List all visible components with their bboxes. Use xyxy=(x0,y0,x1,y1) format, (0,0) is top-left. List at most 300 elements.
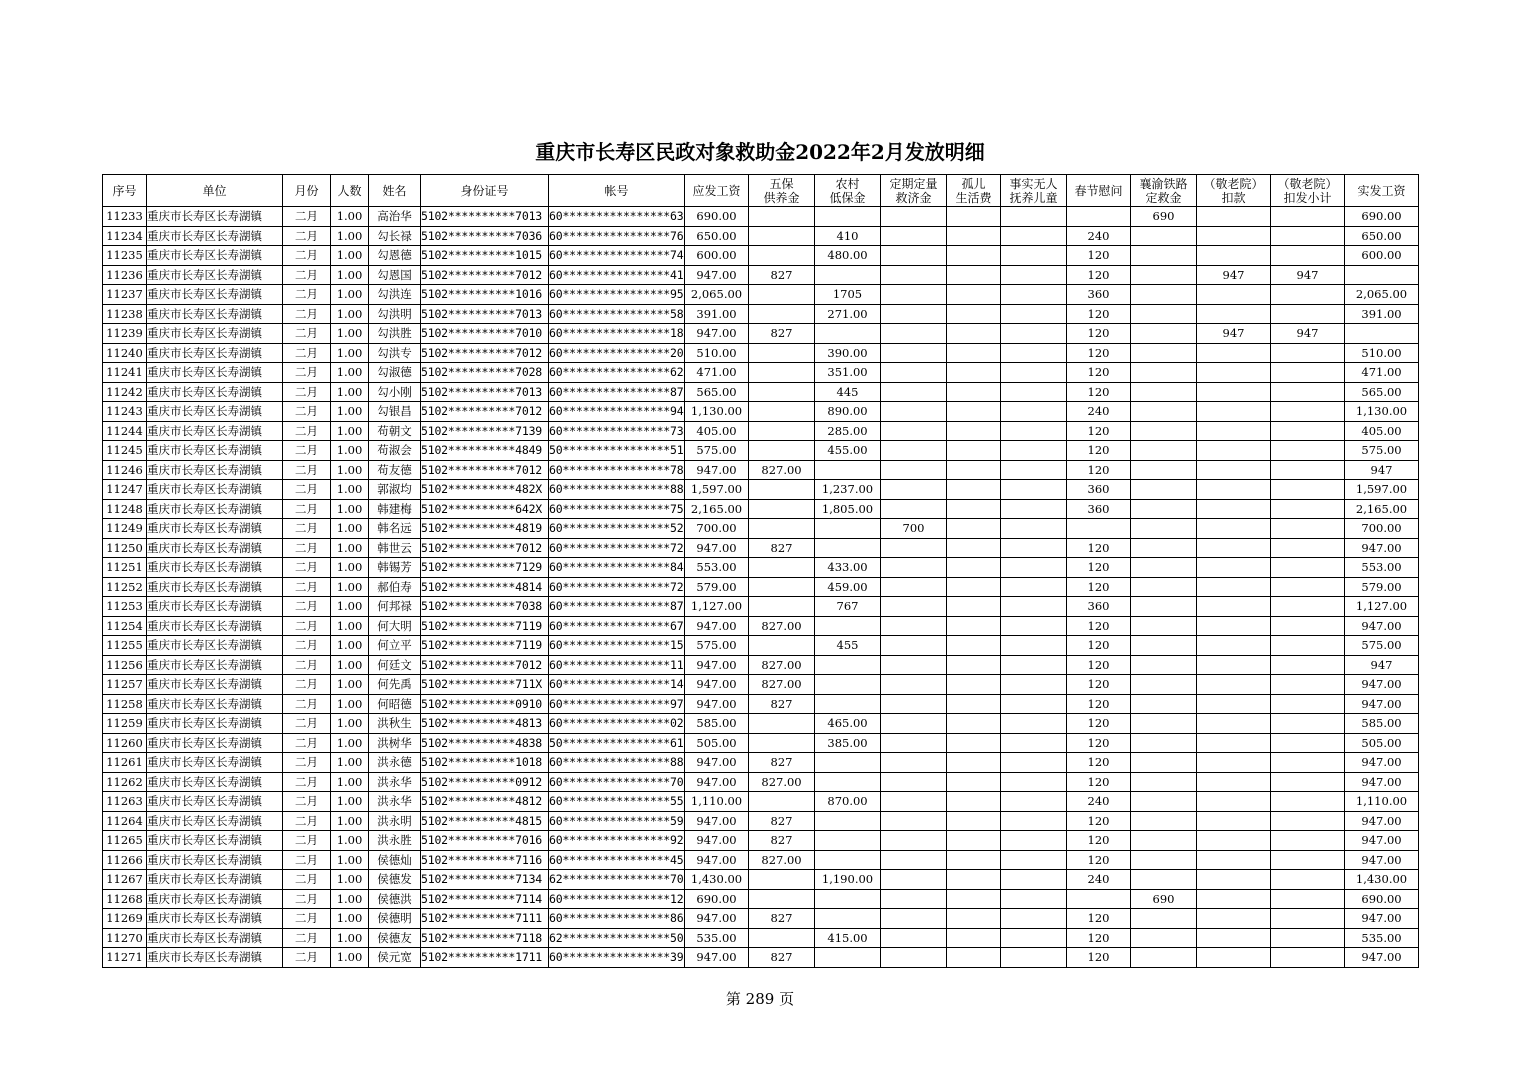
cell-regular-relief xyxy=(881,538,947,558)
cell-id-number: 5102**********7129 xyxy=(421,558,549,578)
cell-spring-festival: 120 xyxy=(1067,909,1131,929)
column-header-wubao-support: 五保 供养金 xyxy=(749,175,815,207)
cell-unit: 重庆市长寿区长寿湖镇 xyxy=(147,480,283,500)
table-row xyxy=(103,441,1419,461)
cell-orphan-living xyxy=(947,324,1001,344)
table-row xyxy=(103,714,1419,734)
cell-unsupported-child xyxy=(1001,519,1067,539)
cell-month: 二月 xyxy=(283,733,331,753)
cell-nursing-home-deduction xyxy=(1197,441,1271,461)
cell-payable: 947.00 xyxy=(685,616,749,636)
cell-count: 1.00 xyxy=(331,597,369,617)
cell-wubao-support: 827 xyxy=(749,694,815,714)
cell-spring-festival: 360 xyxy=(1067,499,1131,519)
cell-actual-pay: 575.00 xyxy=(1345,636,1419,656)
cell-wubao-support xyxy=(749,402,815,422)
cell-month: 二月 xyxy=(283,870,331,890)
cell-nursing-home-deduction xyxy=(1197,519,1271,539)
cell-rural-dibao: 271.00 xyxy=(815,304,881,324)
cell-name: 洪永德 xyxy=(369,753,421,773)
cell-rural-dibao xyxy=(815,460,881,480)
cell-unit: 重庆市长寿区长寿湖镇 xyxy=(147,324,283,344)
cell-account: 60****************87 xyxy=(549,382,685,402)
cell-payable: 575.00 xyxy=(685,441,749,461)
column-header-xiangyu-railway: 襄渝铁路 定救金 xyxy=(1131,175,1197,207)
cell-unsupported-child xyxy=(1001,909,1067,929)
cell-count: 1.00 xyxy=(331,421,369,441)
cell-xiangyu-railway xyxy=(1131,655,1197,675)
cell-unit: 重庆市长寿区长寿湖镇 xyxy=(147,733,283,753)
table-row xyxy=(103,948,1419,968)
cell-month: 二月 xyxy=(283,538,331,558)
cell-month: 二月 xyxy=(283,207,331,227)
cell-nursing-home-subtotal xyxy=(1271,792,1345,812)
cell-nursing-home-subtotal xyxy=(1271,460,1345,480)
cell-nursing-home-deduction xyxy=(1197,792,1271,812)
cell-actual-pay: 947.00 xyxy=(1345,538,1419,558)
cell-name: 高治华 xyxy=(369,207,421,227)
cell-actual-pay: 2,065.00 xyxy=(1345,285,1419,305)
cell-nursing-home-subtotal xyxy=(1271,285,1345,305)
cell-month: 二月 xyxy=(283,265,331,285)
cell-rural-dibao: 767 xyxy=(815,597,881,617)
cell-name: 郭淑均 xyxy=(369,480,421,500)
cell-actual-pay: 565.00 xyxy=(1345,382,1419,402)
table-row xyxy=(103,753,1419,773)
cell-account: 60****************87 xyxy=(549,597,685,617)
cell-actual-pay: 947.00 xyxy=(1345,811,1419,831)
cell-name: 苟淑会 xyxy=(369,441,421,461)
cell-count: 1.00 xyxy=(331,304,369,324)
cell-xiangyu-railway xyxy=(1131,636,1197,656)
cell-spring-festival: 120 xyxy=(1067,441,1131,461)
cell-wubao-support xyxy=(749,480,815,500)
cell-nursing-home-deduction xyxy=(1197,246,1271,266)
cell-nursing-home-subtotal xyxy=(1271,343,1345,363)
table-row xyxy=(103,792,1419,812)
cell-seq: 11253 xyxy=(103,597,147,617)
cell-rural-dibao xyxy=(815,207,881,227)
cell-count: 1.00 xyxy=(331,246,369,266)
cell-wubao-support: 827 xyxy=(749,753,815,773)
cell-spring-festival: 120 xyxy=(1067,421,1131,441)
cell-unit: 重庆市长寿区长寿湖镇 xyxy=(147,285,283,305)
cell-account: 60****************45 xyxy=(549,850,685,870)
cell-account: 60****************74 xyxy=(549,246,685,266)
cell-name: 勾恩国 xyxy=(369,265,421,285)
cell-wubao-support xyxy=(749,928,815,948)
cell-count: 1.00 xyxy=(331,480,369,500)
cell-nursing-home-deduction xyxy=(1197,343,1271,363)
cell-nursing-home-subtotal xyxy=(1271,363,1345,383)
cell-id-number: 5102**********482X xyxy=(421,480,549,500)
cell-wubao-support: 827 xyxy=(749,538,815,558)
cell-regular-relief xyxy=(881,460,947,480)
cell-nursing-home-deduction xyxy=(1197,499,1271,519)
cell-regular-relief xyxy=(881,304,947,324)
cell-xiangyu-railway xyxy=(1131,811,1197,831)
cell-regular-relief xyxy=(881,928,947,948)
cell-payable: 690.00 xyxy=(685,889,749,909)
cell-seq: 11255 xyxy=(103,636,147,656)
cell-account: 60****************59 xyxy=(549,811,685,831)
cell-count: 1.00 xyxy=(331,811,369,831)
cell-nursing-home-subtotal xyxy=(1271,207,1345,227)
cell-actual-pay: 690.00 xyxy=(1345,889,1419,909)
cell-id-number: 5102**********7116 xyxy=(421,850,549,870)
cell-regular-relief xyxy=(881,402,947,422)
cell-unit: 重庆市长寿区长寿湖镇 xyxy=(147,792,283,812)
cell-nursing-home-deduction xyxy=(1197,909,1271,929)
cell-orphan-living xyxy=(947,538,1001,558)
cell-id-number: 5102**********7013 xyxy=(421,207,549,227)
cell-spring-festival: 120 xyxy=(1067,655,1131,675)
cell-count: 1.00 xyxy=(331,714,369,734)
cell-orphan-living xyxy=(947,285,1001,305)
table-row xyxy=(103,616,1419,636)
cell-month: 二月 xyxy=(283,285,331,305)
cell-account: 60****************78 xyxy=(549,460,685,480)
cell-name: 何大明 xyxy=(369,616,421,636)
cell-nursing-home-deduction xyxy=(1197,538,1271,558)
cell-name: 郝伯寿 xyxy=(369,577,421,597)
cell-id-number: 5102**********4812 xyxy=(421,792,549,812)
cell-orphan-living xyxy=(947,265,1001,285)
cell-wubao-support xyxy=(749,870,815,890)
table-row xyxy=(103,928,1419,948)
table-row xyxy=(103,246,1419,266)
cell-rural-dibao: 1705 xyxy=(815,285,881,305)
cell-payable: 553.00 xyxy=(685,558,749,578)
cell-count: 1.00 xyxy=(331,207,369,227)
cell-actual-pay: 1,130.00 xyxy=(1345,402,1419,422)
cell-nursing-home-subtotal xyxy=(1271,928,1345,948)
cell-nursing-home-subtotal xyxy=(1271,714,1345,734)
cell-id-number: 5102**********4838 xyxy=(421,733,549,753)
cell-rural-dibao xyxy=(815,909,881,929)
cell-payable: 1,430.00 xyxy=(685,870,749,890)
cell-nursing-home-subtotal: 947 xyxy=(1271,324,1345,344)
cell-name: 何廷文 xyxy=(369,655,421,675)
cell-orphan-living xyxy=(947,850,1001,870)
cell-seq: 11250 xyxy=(103,538,147,558)
cell-payable: 1,127.00 xyxy=(685,597,749,617)
cell-wubao-support xyxy=(749,246,815,266)
cell-spring-festival: 120 xyxy=(1067,811,1131,831)
cell-actual-pay: 947 xyxy=(1345,460,1419,480)
cell-month: 二月 xyxy=(283,792,331,812)
cell-regular-relief xyxy=(881,753,947,773)
cell-wubao-support xyxy=(749,636,815,656)
cell-account: 60****************97 xyxy=(549,694,685,714)
cell-regular-relief xyxy=(881,597,947,617)
table-row xyxy=(103,675,1419,695)
cell-count: 1.00 xyxy=(331,324,369,344)
cell-seq: 11236 xyxy=(103,265,147,285)
cell-seq: 11249 xyxy=(103,519,147,539)
cell-wubao-support: 827 xyxy=(749,948,815,968)
cell-regular-relief: 700 xyxy=(881,519,947,539)
cell-xiangyu-railway xyxy=(1131,363,1197,383)
cell-rural-dibao: 870.00 xyxy=(815,792,881,812)
cell-unsupported-child xyxy=(1001,694,1067,714)
cell-unit: 重庆市长寿区长寿湖镇 xyxy=(147,402,283,422)
cell-orphan-living xyxy=(947,870,1001,890)
cell-seq: 11238 xyxy=(103,304,147,324)
cell-orphan-living xyxy=(947,421,1001,441)
cell-month: 二月 xyxy=(283,714,331,734)
cell-id-number: 5102**********7119 xyxy=(421,636,549,656)
cell-xiangyu-railway xyxy=(1131,831,1197,851)
cell-regular-relief xyxy=(881,226,947,246)
cell-regular-relief xyxy=(881,850,947,870)
cell-payable: 1,130.00 xyxy=(685,402,749,422)
cell-spring-festival: 120 xyxy=(1067,304,1131,324)
cell-seq: 11244 xyxy=(103,421,147,441)
cell-unsupported-child xyxy=(1001,265,1067,285)
cell-regular-relief xyxy=(881,207,947,227)
cell-spring-festival: 120 xyxy=(1067,246,1131,266)
cell-orphan-living xyxy=(947,343,1001,363)
cell-payable: 535.00 xyxy=(685,928,749,948)
cell-unsupported-child xyxy=(1001,928,1067,948)
cell-actual-pay: 947.00 xyxy=(1345,675,1419,695)
cell-rural-dibao xyxy=(815,948,881,968)
cell-regular-relief xyxy=(881,733,947,753)
cell-nursing-home-deduction xyxy=(1197,889,1271,909)
cell-xiangyu-railway xyxy=(1131,714,1197,734)
cell-nursing-home-subtotal xyxy=(1271,831,1345,851)
cell-actual-pay: 510.00 xyxy=(1345,343,1419,363)
cell-seq: 11235 xyxy=(103,246,147,266)
cell-regular-relief xyxy=(881,499,947,519)
cell-spring-festival: 120 xyxy=(1067,636,1131,656)
cell-regular-relief xyxy=(881,772,947,792)
cell-month: 二月 xyxy=(283,558,331,578)
cell-account: 60****************02 xyxy=(549,714,685,734)
cell-month: 二月 xyxy=(283,909,331,929)
cell-nursing-home-deduction xyxy=(1197,597,1271,617)
cell-name: 侯德灿 xyxy=(369,850,421,870)
cell-regular-relief xyxy=(881,870,947,890)
cell-seq: 11268 xyxy=(103,889,147,909)
cell-month: 二月 xyxy=(283,480,331,500)
cell-actual-pay: 947.00 xyxy=(1345,948,1419,968)
cell-regular-relief xyxy=(881,246,947,266)
cell-payable: 947.00 xyxy=(685,460,749,480)
cell-xiangyu-railway xyxy=(1131,948,1197,968)
column-header-unit: 单位 xyxy=(147,175,283,207)
cell-name: 勾洪明 xyxy=(369,304,421,324)
cell-wubao-support xyxy=(749,714,815,734)
cell-seq: 11270 xyxy=(103,928,147,948)
cell-unit: 重庆市长寿区长寿湖镇 xyxy=(147,460,283,480)
cell-unsupported-child xyxy=(1001,324,1067,344)
cell-unsupported-child xyxy=(1001,811,1067,831)
cell-account: 60****************14 xyxy=(549,675,685,695)
cell-seq: 11263 xyxy=(103,792,147,812)
cell-unit: 重庆市长寿区长寿湖镇 xyxy=(147,304,283,324)
cell-unsupported-child xyxy=(1001,577,1067,597)
cell-nursing-home-deduction xyxy=(1197,402,1271,422)
cell-id-number: 5102**********7012 xyxy=(421,402,549,422)
cell-spring-festival: 120 xyxy=(1067,343,1131,363)
cell-name: 韩世云 xyxy=(369,538,421,558)
cell-id-number: 5102**********7013 xyxy=(421,304,549,324)
cell-wubao-support: 827 xyxy=(749,831,815,851)
cell-actual-pay: 391.00 xyxy=(1345,304,1419,324)
cell-spring-festival: 120 xyxy=(1067,363,1131,383)
cell-orphan-living xyxy=(947,694,1001,714)
cell-count: 1.00 xyxy=(331,226,369,246)
cell-rural-dibao xyxy=(815,889,881,909)
cell-nursing-home-deduction xyxy=(1197,831,1271,851)
cell-seq: 11257 xyxy=(103,675,147,695)
cell-account: 60****************72 xyxy=(549,538,685,558)
cell-id-number: 5102**********0912 xyxy=(421,772,549,792)
cell-month: 二月 xyxy=(283,811,331,831)
cell-unit: 重庆市长寿区长寿湖镇 xyxy=(147,811,283,831)
cell-unsupported-child xyxy=(1001,636,1067,656)
cell-name: 洪秋生 xyxy=(369,714,421,734)
cell-unit: 重庆市长寿区长寿湖镇 xyxy=(147,753,283,773)
cell-orphan-living xyxy=(947,811,1001,831)
cell-wubao-support xyxy=(749,421,815,441)
cell-unit: 重庆市长寿区长寿湖镇 xyxy=(147,499,283,519)
cell-rural-dibao: 1,805.00 xyxy=(815,499,881,519)
cell-regular-relief xyxy=(881,577,947,597)
cell-payable: 600.00 xyxy=(685,246,749,266)
cell-month: 二月 xyxy=(283,343,331,363)
cell-id-number: 5102**********7114 xyxy=(421,889,549,909)
cell-rural-dibao: 1,190.00 xyxy=(815,870,881,890)
cell-seq: 11266 xyxy=(103,850,147,870)
cell-orphan-living xyxy=(947,363,1001,383)
cell-month: 二月 xyxy=(283,889,331,909)
cell-actual-pay: 947.00 xyxy=(1345,772,1419,792)
cell-wubao-support xyxy=(749,226,815,246)
cell-month: 二月 xyxy=(283,597,331,617)
cell-account: 60****************52 xyxy=(549,519,685,539)
cell-rural-dibao xyxy=(815,616,881,636)
cell-spring-festival xyxy=(1067,889,1131,909)
cell-orphan-living xyxy=(947,480,1001,500)
cell-rural-dibao: 455.00 xyxy=(815,441,881,461)
cell-id-number: 5102**********7012 xyxy=(421,538,549,558)
cell-regular-relief xyxy=(881,889,947,909)
cell-actual-pay: 553.00 xyxy=(1345,558,1419,578)
cell-unsupported-child xyxy=(1001,655,1067,675)
cell-nursing-home-subtotal xyxy=(1271,811,1345,831)
cell-rural-dibao: 415.00 xyxy=(815,928,881,948)
cell-name: 勾洪连 xyxy=(369,285,421,305)
cell-count: 1.00 xyxy=(331,889,369,909)
cell-count: 1.00 xyxy=(331,753,369,773)
table-row xyxy=(103,558,1419,578)
column-header-account: 帐号 xyxy=(549,175,685,207)
cell-unsupported-child xyxy=(1001,402,1067,422)
cell-account: 60****************86 xyxy=(549,909,685,929)
cell-unit: 重庆市长寿区长寿湖镇 xyxy=(147,714,283,734)
cell-unit: 重庆市长寿区长寿湖镇 xyxy=(147,870,283,890)
cell-xiangyu-railway xyxy=(1131,928,1197,948)
column-header-count: 人数 xyxy=(331,175,369,207)
cell-wubao-support xyxy=(749,519,815,539)
cell-name: 勾淑德 xyxy=(369,363,421,383)
cell-unit: 重庆市长寿区长寿湖镇 xyxy=(147,538,283,558)
cell-name: 韩建梅 xyxy=(369,499,421,519)
cell-name: 何昭德 xyxy=(369,694,421,714)
cell-rural-dibao xyxy=(815,694,881,714)
cell-nursing-home-subtotal xyxy=(1271,870,1345,890)
cell-id-number: 5102**********7012 xyxy=(421,265,549,285)
cell-payable: 510.00 xyxy=(685,343,749,363)
cell-unsupported-child xyxy=(1001,733,1067,753)
cell-payable: 947.00 xyxy=(685,265,749,285)
cell-name: 韩名远 xyxy=(369,519,421,539)
cell-account: 60****************63 xyxy=(549,207,685,227)
cell-nursing-home-subtotal xyxy=(1271,226,1345,246)
cell-xiangyu-railway xyxy=(1131,538,1197,558)
cell-account: 60****************94 xyxy=(549,402,685,422)
cell-orphan-living xyxy=(947,597,1001,617)
cell-nursing-home-deduction xyxy=(1197,207,1271,227)
cell-id-number: 5102**********0910 xyxy=(421,694,549,714)
cell-xiangyu-railway xyxy=(1131,772,1197,792)
cell-count: 1.00 xyxy=(331,382,369,402)
cell-nursing-home-subtotal xyxy=(1271,948,1345,968)
cell-seq: 11237 xyxy=(103,285,147,305)
cell-nursing-home-subtotal xyxy=(1271,538,1345,558)
cell-rural-dibao xyxy=(815,265,881,285)
cell-regular-relief xyxy=(881,324,947,344)
cell-count: 1.00 xyxy=(331,558,369,578)
cell-spring-festival: 120 xyxy=(1067,265,1131,285)
cell-spring-festival: 120 xyxy=(1067,733,1131,753)
cell-nursing-home-subtotal xyxy=(1271,558,1345,578)
page-number: 第 289 页 xyxy=(725,990,795,1008)
cell-spring-festival: 240 xyxy=(1067,870,1131,890)
table-row xyxy=(103,421,1419,441)
cell-unsupported-child xyxy=(1001,363,1067,383)
cell-xiangyu-railway: 690 xyxy=(1131,889,1197,909)
cell-name: 洪永胜 xyxy=(369,831,421,851)
cell-orphan-living xyxy=(947,226,1001,246)
cell-unsupported-child xyxy=(1001,948,1067,968)
cell-nursing-home-subtotal xyxy=(1271,382,1345,402)
cell-nursing-home-deduction xyxy=(1197,382,1271,402)
cell-nursing-home-subtotal xyxy=(1271,694,1345,714)
cell-nursing-home-deduction xyxy=(1197,577,1271,597)
cell-spring-festival: 240 xyxy=(1067,792,1131,812)
cell-regular-relief xyxy=(881,694,947,714)
cell-rural-dibao xyxy=(815,675,881,695)
cell-spring-festival: 120 xyxy=(1067,382,1131,402)
cell-actual-pay: 535.00 xyxy=(1345,928,1419,948)
cell-unit: 重庆市长寿区长寿湖镇 xyxy=(147,226,283,246)
cell-payable: 947.00 xyxy=(685,811,749,831)
cell-nursing-home-subtotal xyxy=(1271,304,1345,324)
cell-rural-dibao: 1,237.00 xyxy=(815,480,881,500)
cell-count: 1.00 xyxy=(331,694,369,714)
cell-seq: 11258 xyxy=(103,694,147,714)
cell-seq: 11240 xyxy=(103,343,147,363)
cell-wubao-support: 827.00 xyxy=(749,655,815,675)
cell-account: 60****************12 xyxy=(549,889,685,909)
cell-nursing-home-subtotal xyxy=(1271,733,1345,753)
cell-rural-dibao: 455 xyxy=(815,636,881,656)
cell-rural-dibao xyxy=(815,519,881,539)
